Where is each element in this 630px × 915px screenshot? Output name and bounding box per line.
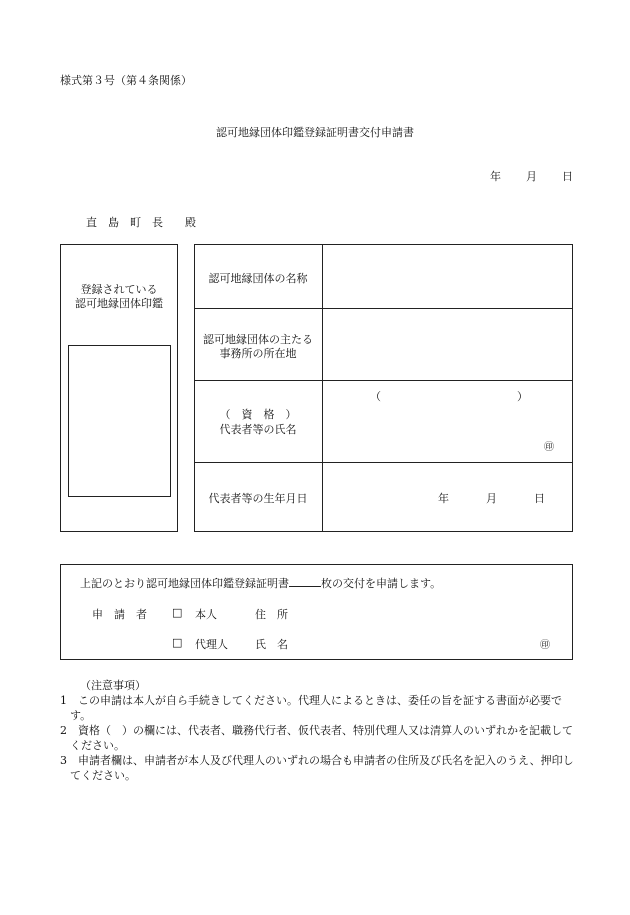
rep-title-label: （ 資 格 ）	[219, 408, 297, 421]
date-year: 年	[490, 170, 501, 183]
form-title: 認可地縁団体印鑑登録証明書交付申請書	[216, 126, 414, 139]
rep-name-field[interactable]	[323, 412, 533, 458]
name-field[interactable]	[323, 245, 572, 308]
rep-name-label: 代表者等の氏名	[219, 423, 297, 436]
note-item: 3 申請者欄は、申請者が本人及び代理人のいずれの場合も申請者の住所及び氏名を記入のうえ、押印してください。	[60, 754, 574, 782]
applicant-name-field[interactable]	[310, 632, 530, 650]
note-item: 1 この申請は本人が自ら手続きしてください。代理人によるときは、委任の旨を証する書面が必要です。	[60, 694, 562, 722]
rep-title-paren-close: ）	[517, 390, 528, 403]
table-row-divider	[194, 462, 573, 463]
birth-year-label: 年	[438, 492, 449, 505]
applicant-label: 申 請 者	[92, 608, 147, 621]
applicant-address-field[interactable]	[310, 602, 560, 620]
seal-impression-area[interactable]	[68, 345, 171, 497]
applicant-name-label: 氏 名	[255, 638, 288, 651]
table-row-divider	[194, 380, 573, 381]
request-text-after: 枚の交付を申請します。	[321, 577, 442, 590]
birth-month-label: 月	[486, 492, 497, 505]
office-address-field[interactable]	[323, 309, 572, 380]
agent-checkbox[interactable]: □	[172, 636, 183, 649]
rep-seal-mark: ㊞	[544, 442, 554, 453]
addressee: 直 島 町 長 殿	[86, 216, 196, 229]
agent-label: 代理人	[195, 638, 228, 651]
notes-section	[60, 678, 580, 783]
self-label: 本人	[195, 608, 217, 621]
request-text-before: 上記のとおり認可地縁団体印鑑登録証明書	[80, 577, 289, 590]
self-checkbox[interactable]: □	[172, 606, 183, 619]
rep-title-field[interactable]	[382, 386, 512, 404]
rep-title-paren-open: （	[370, 390, 381, 403]
copies-count-field[interactable]	[289, 575, 321, 587]
birth-day-label: 日	[534, 492, 545, 505]
form-number: 様式第３号（第４条関係）	[60, 74, 192, 87]
request-statement	[80, 575, 441, 591]
name-label: 認可地縁団体の名称	[208, 272, 308, 285]
office-label-line1: 認可地縁団体の主たる	[203, 333, 313, 346]
applicant-seal-mark: ㊞	[540, 640, 550, 651]
note-item: 2 資格（ ）の欄には、代表者、職務代行者、仮代表者、特別代理人又は清算人のいずれかを記載してください。	[60, 724, 573, 752]
seal-box-label-line2: 認可地縁団体印鑑	[75, 297, 163, 310]
date-month: 月	[526, 170, 537, 183]
notes-heading: （注意事項）	[80, 679, 146, 692]
birth-date-label: 代表者等の生年月日	[208, 492, 308, 505]
office-label-line2: 事務所の所在地	[219, 347, 297, 360]
date-day: 日	[562, 170, 573, 183]
seal-box-label-line1: 登録されている	[80, 283, 158, 296]
birth-year-field[interactable]	[340, 486, 436, 504]
address-label: 住 所	[255, 608, 288, 621]
